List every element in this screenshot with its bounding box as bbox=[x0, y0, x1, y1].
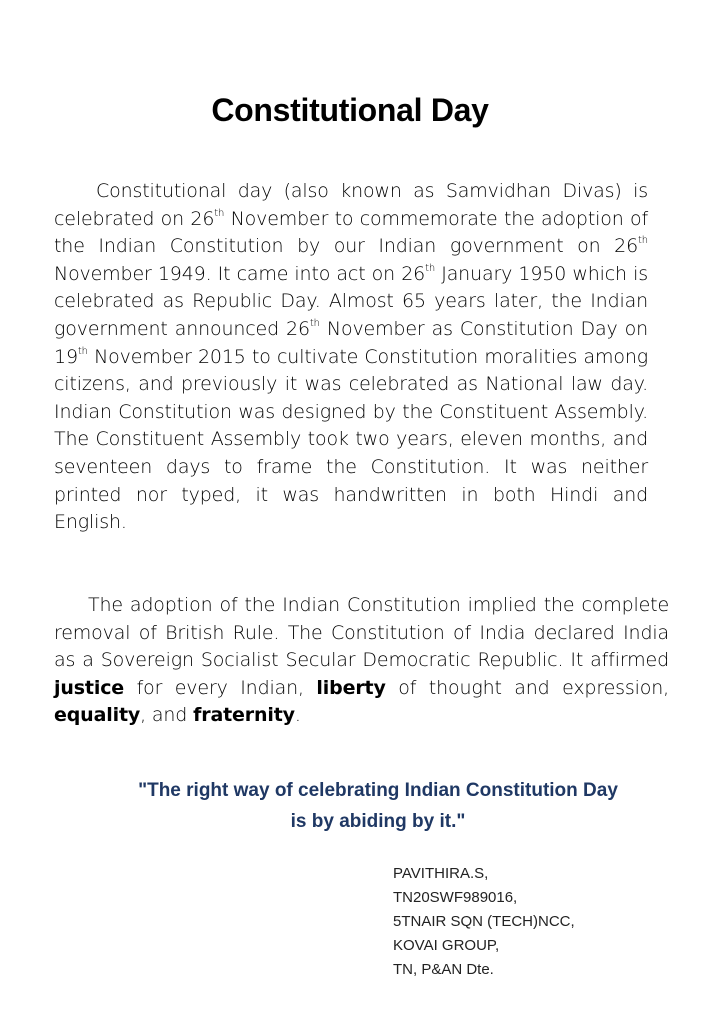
ordinal-suffix: th bbox=[638, 235, 648, 247]
paragraph-text: November as Constitution Day on 19 bbox=[54, 317, 649, 368]
bold-term-liberty: liberty bbox=[316, 676, 386, 699]
signature-line: TN20SWF989016, bbox=[393, 889, 518, 906]
author-signature bbox=[393, 862, 575, 982]
paragraph-text: The adoption of the Indian Constitution implied the complete removal of British Rule. The Constitution of India declared India as a Sovereign Socialist Secular Democratic Republic. It affirmed bbox=[54, 594, 669, 672]
quote-line: is by abiding by it." bbox=[290, 811, 466, 832]
paragraph-adoption bbox=[54, 592, 669, 730]
bold-term-justice: justice bbox=[54, 676, 125, 699]
paragraph-history bbox=[54, 178, 648, 537]
signature-line: PAVITHIRA.S, bbox=[393, 865, 489, 882]
paragraph-text: . bbox=[294, 704, 301, 727]
ordinal-suffix: th bbox=[425, 262, 436, 274]
paragraph-text: November 2015 to cultivate Constitution moralities among citizens, and previously it was celebrated as National law day. Indian Constitution was designed by the Constituent Assembly. The Constituent Assembly took two years, eleven months, and seventeen days to frame the Constitution. It was neither printed nor typed, it was handwritten in both Hindi and English. bbox=[54, 345, 648, 534]
paragraph-text: for every Indian, bbox=[124, 676, 317, 699]
paragraph-text: , and bbox=[140, 704, 194, 727]
ordinal-suffix: th bbox=[214, 207, 225, 219]
closing-quote bbox=[100, 775, 656, 837]
paragraph-text: November to commemorate the adoption of the Indian Constitution by our Indian government on 26 bbox=[54, 207, 648, 258]
paragraph-text: January 1950 which is celebrated as Republic Day. Almost 65 years later, the Indian government announced 26 bbox=[54, 262, 648, 340]
page-title: Constitutional Day bbox=[211, 92, 489, 128]
paragraph-text: November 1949. It came into act on 26 bbox=[54, 262, 426, 285]
bold-term-fraternity: fraternity bbox=[193, 704, 295, 727]
bold-term-equality: equality bbox=[54, 704, 141, 727]
ordinal-suffix: th bbox=[309, 317, 320, 329]
paragraph-text: Constitutional day (also known as Samvidhan Divas) is celebrated on 26 bbox=[54, 180, 648, 230]
signature-line: 5TNAIR SQN (TECH)NCC, bbox=[393, 913, 575, 930]
paragraph-text: of thought and expression, bbox=[385, 676, 669, 699]
quote-line: "The right way of celebrating Indian Constitution Day bbox=[138, 780, 618, 801]
signature-line: TN, P&AN Dte. bbox=[393, 961, 494, 978]
ordinal-suffix: th bbox=[77, 345, 88, 357]
signature-line: KOVAI GROUP, bbox=[393, 937, 500, 954]
